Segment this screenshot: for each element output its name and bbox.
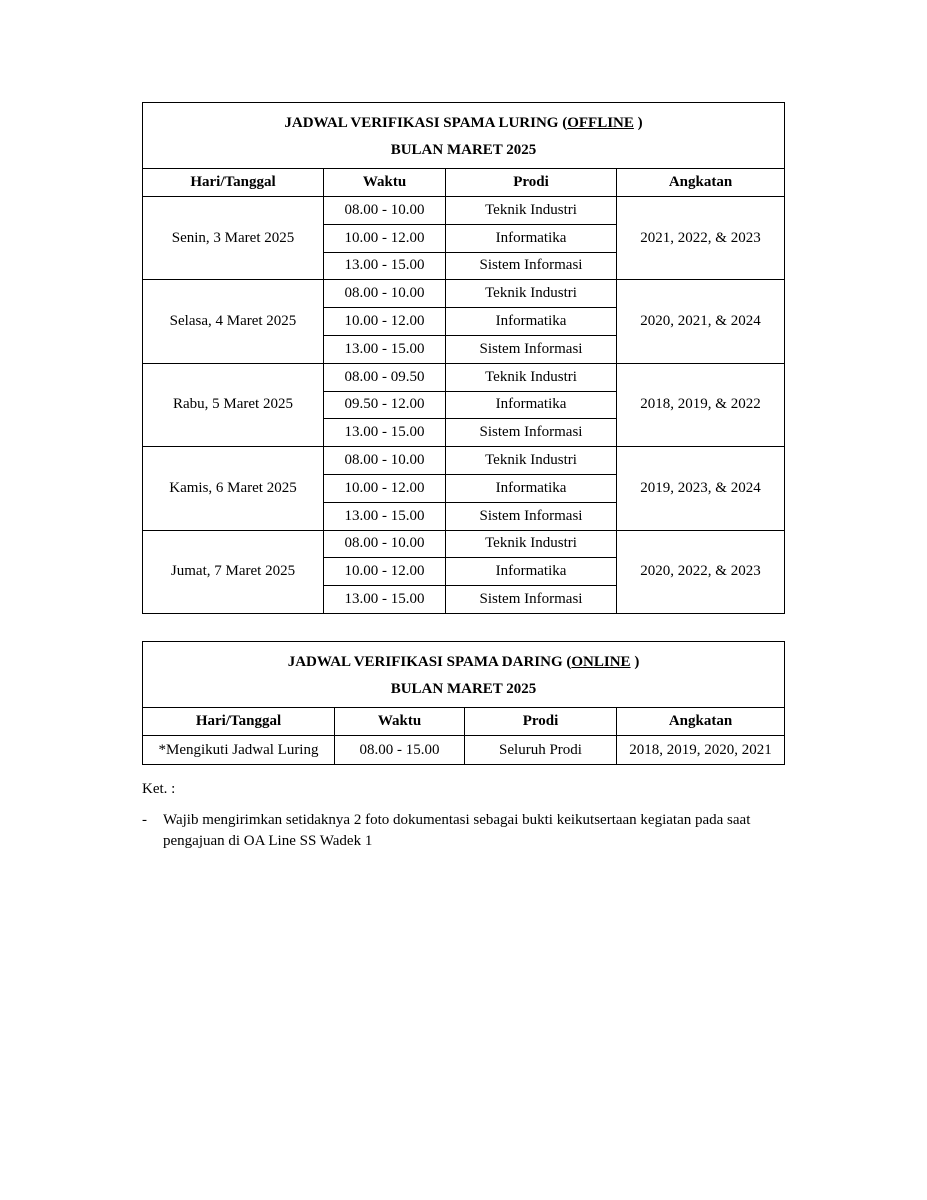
day-cell: Jumat, 7 Maret 2025 bbox=[143, 530, 324, 613]
table-row bbox=[143, 363, 785, 391]
prodi-cell: Informatika bbox=[446, 391, 617, 419]
time-cell: 13.00 - 15.00 bbox=[324, 502, 446, 530]
online-schedule-table bbox=[142, 641, 785, 765]
offline-title-cell bbox=[143, 103, 785, 169]
offline-schedule-body bbox=[143, 197, 785, 614]
offline-schedule-table bbox=[142, 102, 785, 614]
prodi-cell: Sistem Informasi bbox=[446, 335, 617, 363]
prodi-cell: Informatika bbox=[446, 474, 617, 502]
time-cell: 08.00 - 10.00 bbox=[324, 530, 446, 558]
table-row bbox=[143, 280, 785, 308]
angkatan-cell: 2020, 2021, & 2024 bbox=[617, 280, 785, 363]
time-cell: 13.00 - 15.00 bbox=[324, 335, 446, 363]
angkatan-cell: 2021, 2022, & 2023 bbox=[617, 197, 785, 280]
column-header-hari: Hari/Tanggal bbox=[143, 169, 324, 197]
notes-label: Ket. : bbox=[142, 781, 176, 797]
prodi-cell: Teknik Industri bbox=[446, 280, 617, 308]
online-mode-label: ONLINE bbox=[571, 654, 631, 670]
prodi-cell: Teknik Industri bbox=[446, 530, 617, 558]
online-angkatan-cell: 2018, 2019, 2020, 2021 bbox=[617, 736, 785, 765]
table-row bbox=[143, 197, 785, 225]
angkatan-cell: 2020, 2022, & 2023 bbox=[617, 530, 785, 613]
online-prodi-cell: Seluruh Prodi bbox=[465, 736, 617, 765]
day-cell: Selasa, 4 Maret 2025 bbox=[143, 280, 324, 363]
bullet-dash: - bbox=[142, 812, 147, 828]
online-title-cell bbox=[143, 642, 785, 708]
prodi-cell: Sistem Informasi bbox=[446, 502, 617, 530]
prodi-cell: Teknik Industri bbox=[446, 447, 617, 475]
prodi-cell: Informatika bbox=[446, 224, 617, 252]
time-cell: 08.00 - 10.00 bbox=[324, 197, 446, 225]
column-header-hari: Hari/Tanggal bbox=[143, 708, 335, 736]
prodi-cell: Informatika bbox=[446, 308, 617, 336]
day-cell: Rabu, 5 Maret 2025 bbox=[143, 363, 324, 446]
prodi-cell: Teknik Industri bbox=[446, 363, 617, 391]
column-header-angkatan: Angkatan bbox=[617, 169, 785, 197]
offline-title: JADWAL VERIFIKASI SPAMA LURING (OFFLINE ) bbox=[284, 115, 643, 131]
note-item bbox=[142, 810, 802, 852]
time-cell: 08.00 - 09.50 bbox=[324, 363, 446, 391]
prodi-cell: Teknik Industri bbox=[446, 197, 617, 225]
table-row bbox=[143, 736, 785, 765]
time-cell: 10.00 - 12.00 bbox=[324, 474, 446, 502]
time-cell: 08.00 - 10.00 bbox=[324, 280, 446, 308]
time-cell: 08.00 - 10.00 bbox=[324, 447, 446, 475]
prodi-cell: Sistem Informasi bbox=[446, 419, 617, 447]
angkatan-cell: 2019, 2023, & 2024 bbox=[617, 447, 785, 530]
online-subtitle: BULAN MARET 2025 bbox=[390, 681, 537, 697]
time-cell: 09.50 - 12.00 bbox=[324, 391, 446, 419]
time-cell: 13.00 - 15.00 bbox=[324, 586, 446, 614]
online-time-cell: 08.00 - 15.00 bbox=[335, 736, 465, 765]
column-header-prodi: Prodi bbox=[446, 169, 617, 197]
notes-section bbox=[142, 779, 802, 852]
column-header-prodi: Prodi bbox=[465, 708, 617, 736]
day-cell: Senin, 3 Maret 2025 bbox=[143, 197, 324, 280]
prodi-cell: Informatika bbox=[446, 558, 617, 586]
time-cell: 13.00 - 15.00 bbox=[324, 419, 446, 447]
column-header-waktu: Waktu bbox=[335, 708, 465, 736]
prodi-cell: Sistem Informasi bbox=[446, 252, 617, 280]
time-cell: 10.00 - 12.00 bbox=[324, 308, 446, 336]
prodi-cell: Sistem Informasi bbox=[446, 586, 617, 614]
column-header-waktu: Waktu bbox=[324, 169, 446, 197]
offline-mode-label: OFFLINE bbox=[567, 115, 634, 131]
time-cell: 13.00 - 15.00 bbox=[324, 252, 446, 280]
angkatan-cell: 2018, 2019, & 2022 bbox=[617, 363, 785, 446]
note-text: Wajib mengirimkan setidaknya 2 foto dokumentasi sebagai bukti keikutsertaan kegiatan pada saat pengajuan di OA Line SS Wadek 1 bbox=[163, 812, 751, 849]
table-row bbox=[143, 447, 785, 475]
table-row bbox=[143, 530, 785, 558]
time-cell: 10.00 - 12.00 bbox=[324, 558, 446, 586]
time-cell: 10.00 - 12.00 bbox=[324, 224, 446, 252]
offline-subtitle: BULAN MARET 2025 bbox=[390, 142, 537, 158]
online-title: JADWAL VERIFIKASI SPAMA DARING (ONLINE ) bbox=[287, 654, 640, 670]
day-cell: Kamis, 6 Maret 2025 bbox=[143, 447, 324, 530]
column-header-angkatan: Angkatan bbox=[617, 708, 785, 736]
online-day-cell: *Mengikuti Jadwal Luring bbox=[143, 736, 335, 765]
